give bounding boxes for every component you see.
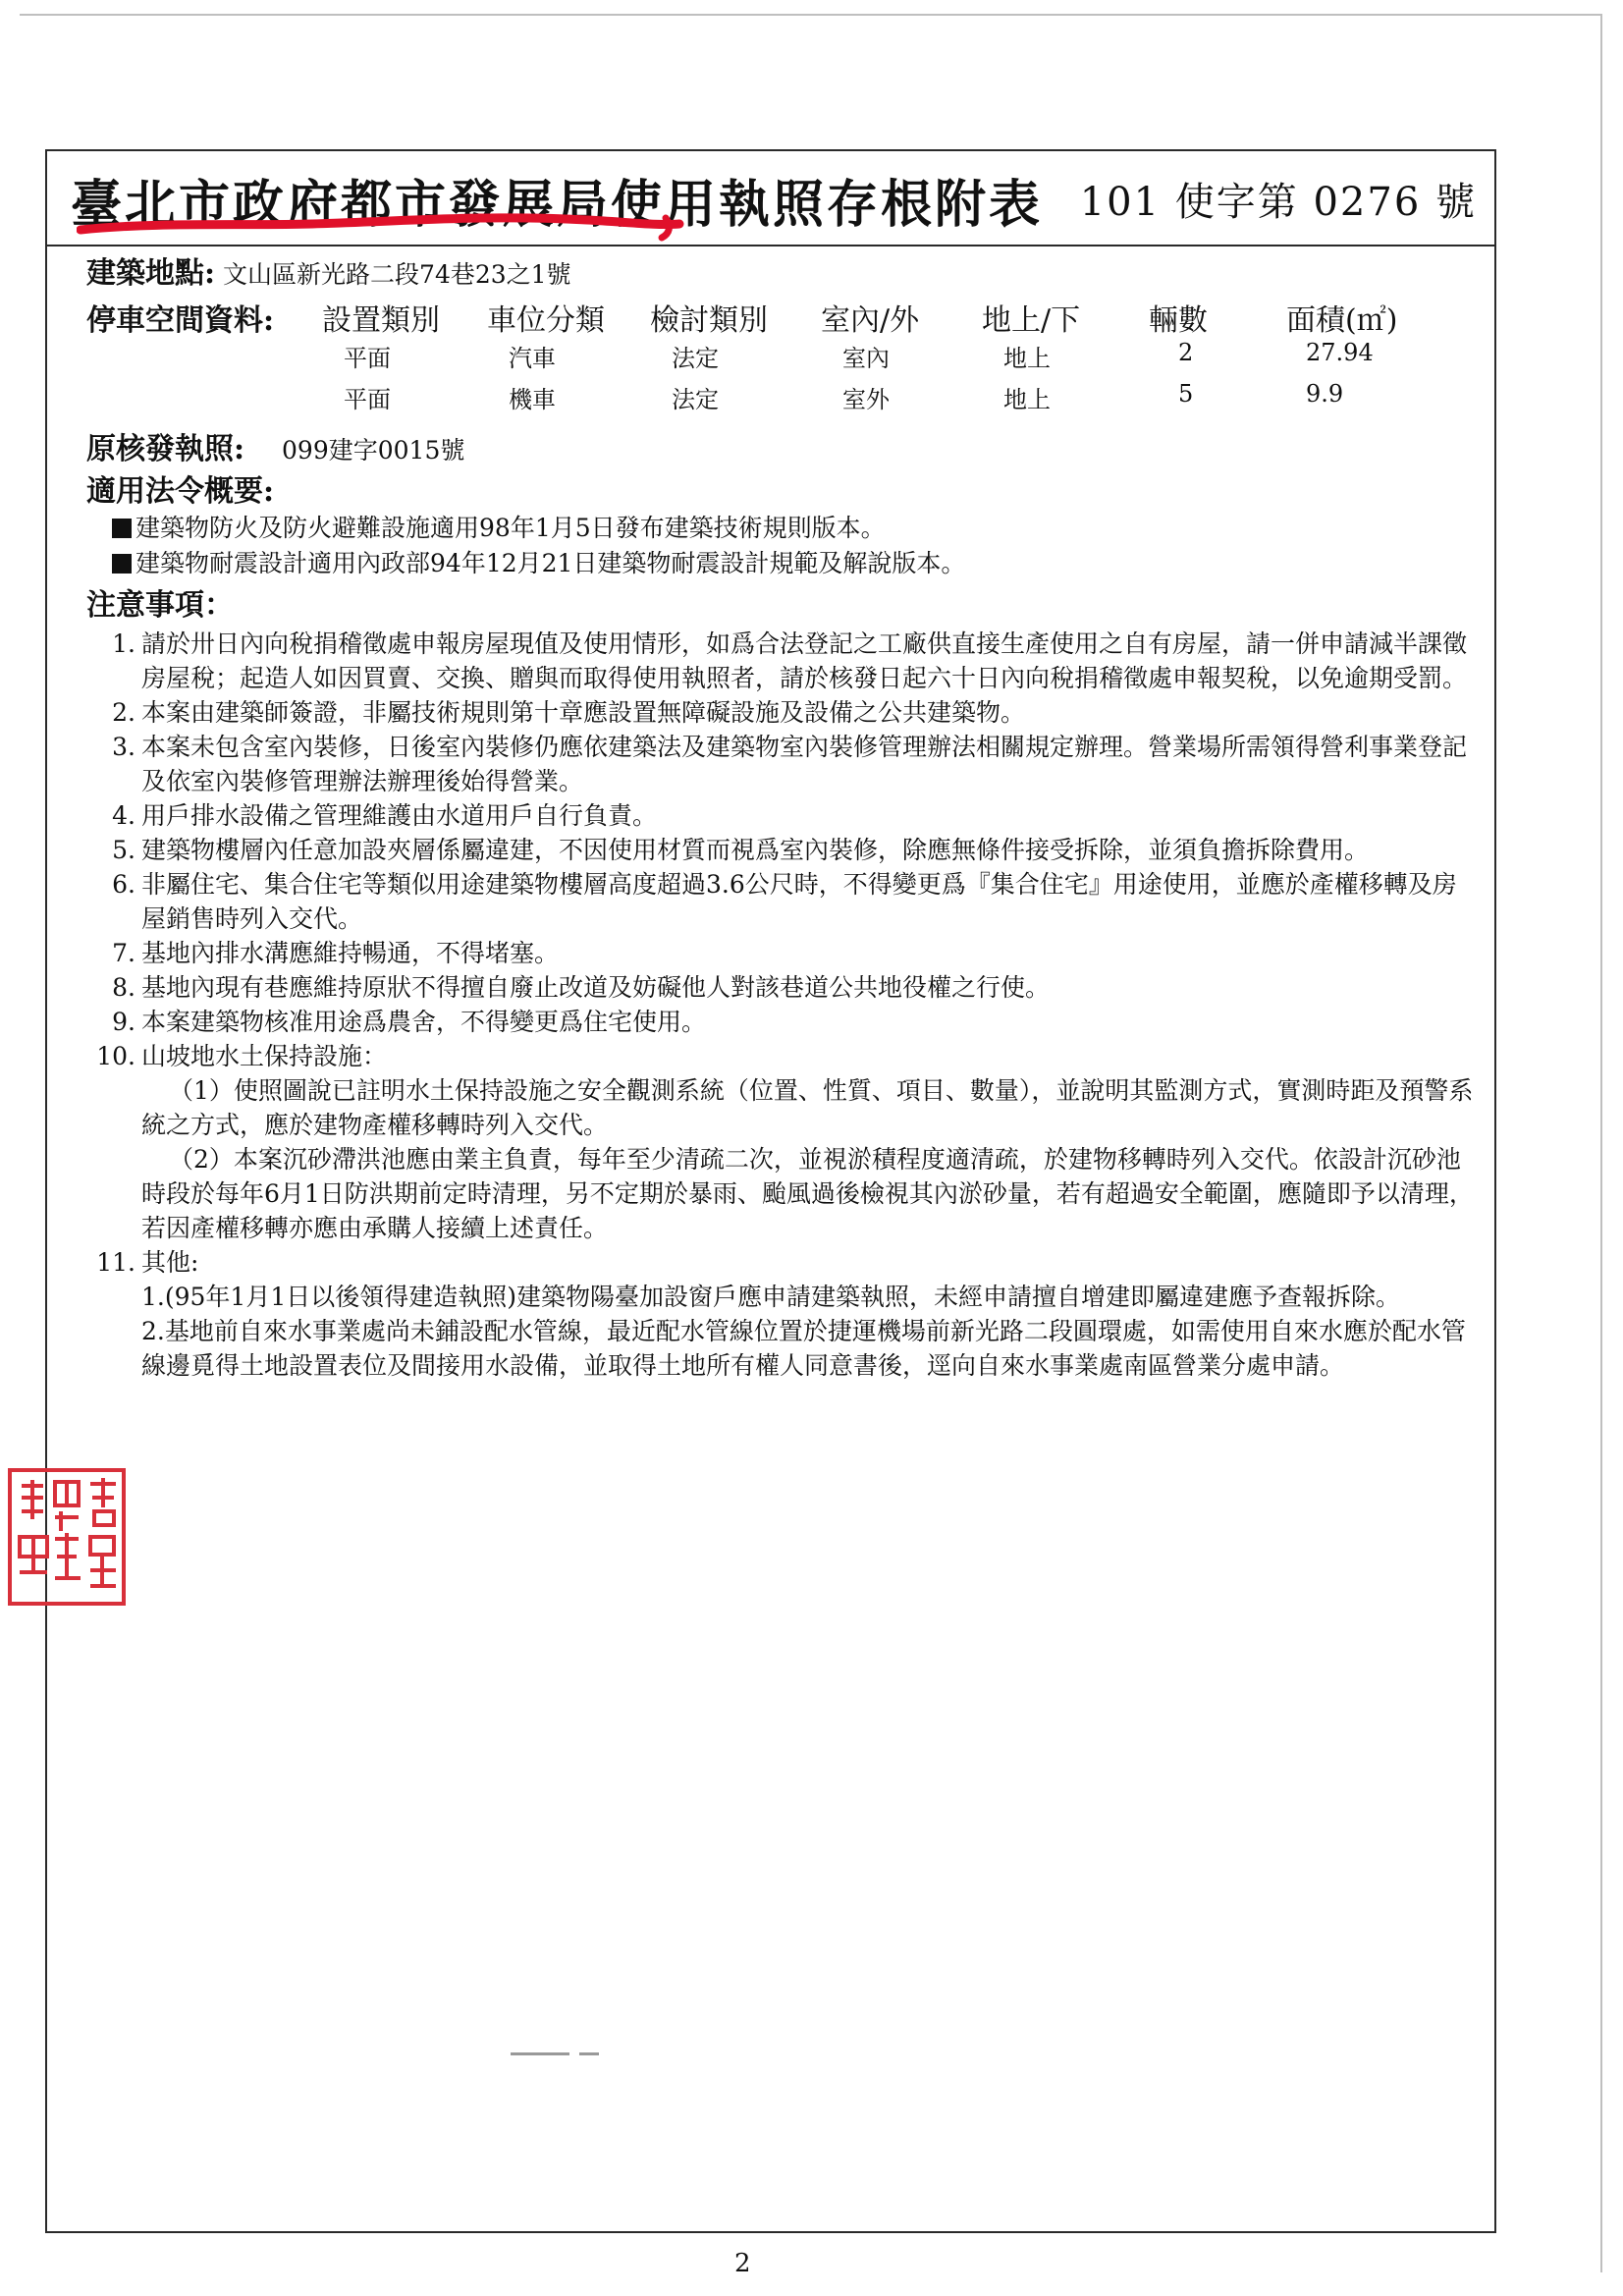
document-body (86, 255, 1481, 1383)
parking-col-level: 地上/下 (982, 303, 1081, 338)
note-number: 9. (112, 1008, 135, 1036)
note-text: 基地內現有巷應維持原狀不得擅自廢止改道及妨礙他人對該巷道公共地役權之行使。 (141, 973, 1051, 1002)
parking-cell: 法定 (672, 345, 719, 372)
note-item (86, 730, 1481, 798)
note-text: 請於卅日內向稅捐稽徵處申報房屋現值及使用情形，如爲合法登記之工廠供直接生產使用之自有房屋，請一併申請減半課徵房屋稅；起造人如因買賣、交換、贈與而取得使用執照者，請於核發日起六十日內向稅捐稽徵處申報契稅，以免逾期受罰。 (141, 629, 1468, 692)
parking-col-count: 輛數 (1149, 303, 1208, 338)
note-text: 本案由建築師簽證，非屬技術規則第十章應設置無障礙設施及設備之公共建築物。 (141, 698, 1026, 727)
parking-cell: 室內 (842, 345, 890, 372)
notes-list (86, 627, 1481, 1383)
note-number: 4. (112, 801, 135, 830)
note-item (86, 798, 1481, 833)
permit-number: 101 使字第 0276 號 (1079, 180, 1477, 225)
notes-label: 注意事項： (86, 588, 234, 623)
note-item (86, 833, 1481, 867)
parking-cell: 機車 (509, 386, 556, 413)
note-number: 8. (112, 973, 135, 1002)
parking-label: 停車空間資料: (86, 303, 275, 338)
document-title: 臺北市政府都市發展局使用執照存根附表 (71, 175, 1044, 235)
note-number: 10. (96, 1042, 135, 1070)
parking-cell: 5 (1178, 380, 1194, 408)
note-number: 1. (112, 629, 135, 658)
note-subitem: （2）本案沉砂滯洪池應由業主負責，每年至少清疏二次，並視淤積程度適清疏，於建物移轉時列入交代。依設計沉砂池時段於每年6月1日防洪期前定時清理，另不定期於暴雨、颱風過後檢視其內淤砂量，若有超過安全範圍，應隨即予以清理，若因產權移轉亦應由承購人接續上述責任。 (141, 1145, 1474, 1242)
original-permit-line (86, 431, 1481, 469)
note-item (86, 867, 1481, 936)
parking-row (86, 335, 1481, 376)
regulation-text: 建築物耐震設計適用內政部94年12月21日建築物耐震設計規範及解說版本。 (135, 549, 966, 577)
parking-col-indoor-outdoor: 室內/外 (821, 303, 920, 338)
parking-header-row (86, 294, 1481, 338)
parking-cell: 27.94 (1306, 339, 1374, 366)
regulation-item (86, 546, 1481, 581)
note-text: 非屬住宅、集合住宅等類似用途建築物樓層高度超過3.6公尺時，不得變更爲『集合住宅』用途使用，並應於產權移轉及房屋銷售時列入交代。 (141, 870, 1457, 933)
parking-cell: 室外 (842, 386, 890, 413)
note-item (86, 936, 1481, 970)
parking-cell: 平面 (344, 386, 391, 413)
note-text: 本案建築物核准用途爲農舍，不得變更爲住宅使用。 (141, 1008, 707, 1036)
note-item (86, 1005, 1481, 1039)
parking-col-category: 車位分類 (487, 303, 605, 338)
parking-cell: 地上 (1003, 345, 1051, 372)
scan-speck (511, 2052, 569, 2055)
parking-cell: 地上 (1003, 386, 1051, 413)
parking-cell: 汽車 (509, 345, 556, 372)
original-permit-label: 原核發執照: (86, 432, 245, 466)
note-item (86, 627, 1481, 695)
square-bullet-icon (112, 519, 132, 538)
scan-edge-right (1600, 14, 1602, 2272)
note-item (86, 1245, 1481, 1280)
note-text: 用戶排水設備之管理維護由水道用戶自行負責。 (141, 801, 658, 830)
parking-cell: 9.9 (1306, 380, 1344, 408)
scan-edge-top (20, 14, 1600, 16)
parking-cell: 平面 (344, 345, 391, 372)
note-text: 基地內排水溝應維持暢通，不得堵塞。 (141, 939, 560, 967)
parking-cell: 法定 (672, 386, 719, 413)
original-permit-value: 099建字0015號 (282, 436, 465, 465)
document-frame (45, 149, 1496, 2233)
regulations-label: 適用法令概要: (86, 474, 275, 509)
note-item (86, 970, 1481, 1005)
square-bullet-icon (112, 554, 132, 574)
note-number: 7. (112, 939, 135, 967)
building-address-line (86, 255, 1481, 294)
page-number: 2 (734, 2249, 751, 2278)
note-number: 6. (112, 870, 135, 899)
title-row (47, 151, 1494, 246)
parking-row (86, 376, 1481, 417)
scan-speck (579, 2052, 599, 2055)
note-item (86, 695, 1481, 730)
note-number: 3. (112, 733, 135, 761)
regulation-text: 建築物防火及防火避難設施適用98年1月5日發布建築技術規則版本。 (135, 514, 886, 542)
note-text: 山坡地水土保持設施： (141, 1042, 388, 1070)
official-seal-stamp (8, 1468, 126, 1606)
note-number: 5. (112, 836, 135, 864)
note-item (86, 1039, 1481, 1073)
red-highlight-mark (77, 204, 685, 244)
building-address-label: 建築地點: (86, 256, 216, 291)
parking-col-area: 面積(㎡) (1286, 303, 1398, 338)
parking-col-review: 檢討類別 (650, 303, 768, 338)
note-text: 其他: (141, 1248, 199, 1277)
note-text: 本案未包含室內裝修，日後室內裝修仍應依建築法及建築物室內裝修管理辦法相關規定辦理。營業場所需領得營利事業登記及依室內裝修管理辦法辦理後始得營業。 (141, 733, 1468, 795)
regulation-item (86, 511, 1481, 546)
note-subitem: 2.基地前自來水事業處尚未鋪設配水管線，最近配水管線位置於捷運機場前新光路二段圓環處，如需使用自來水應於配水管線邊覓得土地設置表位及間接用水設備，並取得土地所有權人同意書後，逕向自來水事業處南區營業分處申請。 (141, 1317, 1466, 1380)
note-text: 建築物樓層內任意加設夾層係屬違建，不因使用材質而視爲室內裝修，除應無條件接受拆除，並須負擔拆除費用。 (141, 836, 1370, 864)
building-address-value: 文山區新光路二段74巷23之1號 (223, 260, 571, 289)
note-subitem: 1.(95年1月1日以後領得建造執照)建築物陽臺加設窗戶應申請建築執照，未經申請擅自增建即屬違建應予查報拆除。 (141, 1283, 1400, 1311)
parking-col-type: 設置類別 (322, 303, 440, 338)
note-number: 11. (96, 1248, 135, 1277)
parking-cell: 2 (1178, 339, 1194, 366)
note-subitem: （1）使照圖說已註明水土保持設施之安全觀測系統（位置、性質、項目、數量），並說明其監測方式，實測時距及預警系統之方式，應於建物產權移轉時列入交代。 (141, 1076, 1474, 1139)
note-number: 2. (112, 698, 135, 727)
